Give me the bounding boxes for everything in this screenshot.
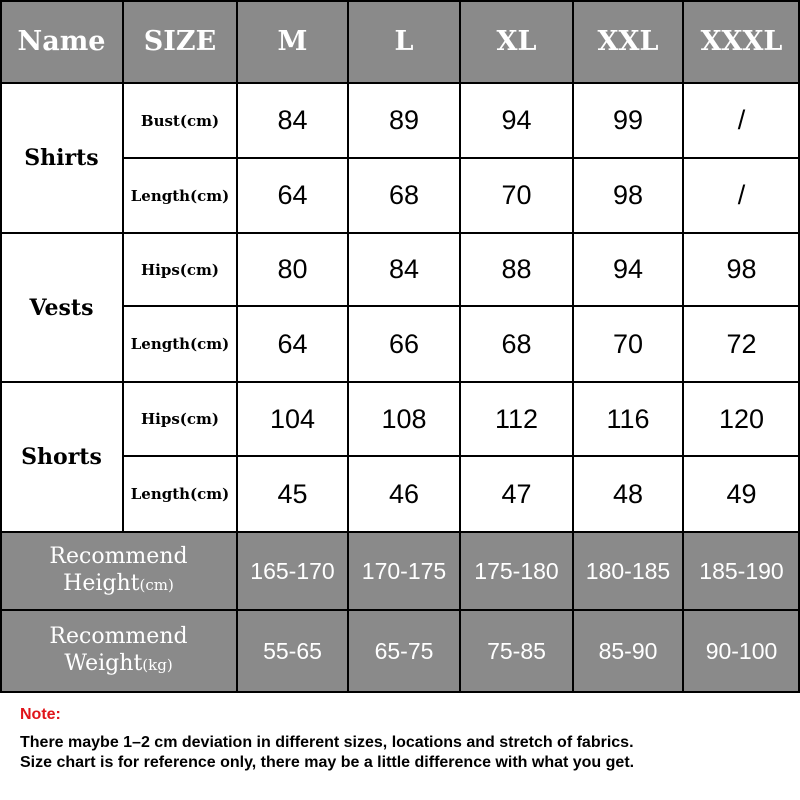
table-cell: 98 — [612, 180, 644, 210]
table-cell: 116 — [606, 403, 650, 434]
measure-label: Hips(cm) — [140, 410, 219, 428]
table-cell: 84 — [388, 254, 420, 284]
recommend-label-line2 — [63, 570, 174, 599]
measure-label: Length(cm) — [130, 485, 230, 503]
table-cell: 64 — [277, 180, 308, 210]
grid-line-h — [0, 232, 800, 234]
table-cell: 80 — [277, 254, 308, 284]
group-label-vests: Vests — [29, 294, 94, 321]
table-cell: 46 — [388, 478, 420, 509]
recommend-label — [0, 610, 237, 692]
table-cell: 108 — [381, 403, 427, 434]
recommend-cell: 180-185 — [573, 532, 683, 610]
grid-line-h — [0, 531, 800, 533]
grid-line-v — [0, 0, 2, 692]
table-cell: 94 — [612, 254, 644, 284]
recommend-cell: 165-170 — [237, 532, 348, 610]
header-size-m: M — [237, 0, 348, 83]
grid-line-h — [123, 455, 800, 457]
note-line-2: Size chart is for reference only, there may be a little difference with what you get. — [20, 754, 635, 771]
measure-label: Length(cm) — [130, 335, 230, 353]
table-cell: 68 — [388, 180, 420, 210]
recommend-label-line2 — [64, 650, 172, 679]
measure-label: Length(cm) — [130, 186, 230, 205]
header-size: SIZE — [123, 0, 237, 83]
table-cell: 99 — [612, 105, 644, 135]
grid-line-v — [572, 0, 574, 692]
note-line-1: There maybe 1–2 cm deviation in different sizes, locations and stretch of fabrics. — [20, 734, 634, 751]
grid-line-v — [682, 0, 684, 692]
recommend-cell: 55-65 — [237, 610, 348, 692]
grid-line-h — [0, 82, 800, 84]
table-cell: 45 — [277, 478, 308, 509]
table-cell: 98 — [726, 254, 757, 284]
grid-line-h — [0, 691, 800, 693]
grid-line-h — [0, 0, 800, 2]
grid-line-v — [347, 0, 349, 692]
recommend-label-line1: Recommend — [49, 624, 188, 649]
recommend-label — [0, 532, 237, 610]
recommend-measure: Height — [63, 571, 140, 596]
table-cell: 47 — [501, 478, 532, 509]
recommend-measure: Weight — [64, 651, 143, 676]
table-cell: / — [737, 180, 746, 210]
grid-line-v — [459, 0, 461, 692]
table-cell: 84 — [277, 105, 308, 135]
table-cell: 68 — [501, 328, 532, 359]
table-cell: 120 — [718, 403, 765, 434]
note-label: Note: — [20, 706, 61, 723]
recommend-cell: 185-190 — [683, 532, 800, 610]
grid-line-v — [236, 0, 238, 692]
table-cell: 88 — [501, 254, 532, 284]
table-cell: 66 — [388, 328, 420, 359]
recommend-cell: 65-75 — [348, 610, 460, 692]
recommend-unit: (cm) — [139, 576, 174, 594]
recommend-unit: (kg) — [142, 656, 173, 674]
header-size-xxxl: XXXL — [683, 0, 800, 83]
recommend-cell: 175-180 — [460, 532, 573, 610]
table-cell: 112 — [494, 403, 539, 434]
header-size-xxl: XXL — [573, 0, 683, 83]
table-cell: 70 — [612, 328, 644, 359]
group-label-shirts: Shirts — [24, 145, 99, 171]
grid-line-h — [123, 157, 800, 159]
measure-label: Bust(cm) — [140, 111, 220, 130]
table-cell: 70 — [501, 180, 532, 210]
header-name: Name — [0, 0, 123, 83]
recommend-cell: 75-85 — [460, 610, 573, 692]
table-cell: 94 — [501, 105, 532, 135]
table-cell: / — [737, 105, 746, 135]
table-cell: 72 — [726, 328, 757, 359]
table-cell: 49 — [726, 478, 757, 509]
grid-line-h — [0, 381, 800, 383]
grid-line-h — [0, 609, 800, 611]
recommend-cell: 170-175 — [348, 532, 460, 610]
grid-line-h — [123, 305, 800, 307]
recommend-label-line1: Recommend — [49, 544, 188, 569]
recommend-cell: 90-100 — [683, 610, 800, 692]
table-cell: 64 — [277, 328, 308, 359]
group-label-shorts: Shorts — [21, 444, 102, 470]
header-size-xl: XL — [460, 0, 573, 83]
table-cell: 48 — [612, 478, 644, 509]
recommend-cell: 85-90 — [573, 610, 683, 692]
grid-line-v — [122, 0, 124, 532]
table-cell: 104 — [269, 403, 316, 434]
table-cell: 89 — [388, 105, 420, 135]
measure-label: Hips(cm) — [140, 260, 219, 279]
header-size-l: L — [348, 0, 460, 83]
